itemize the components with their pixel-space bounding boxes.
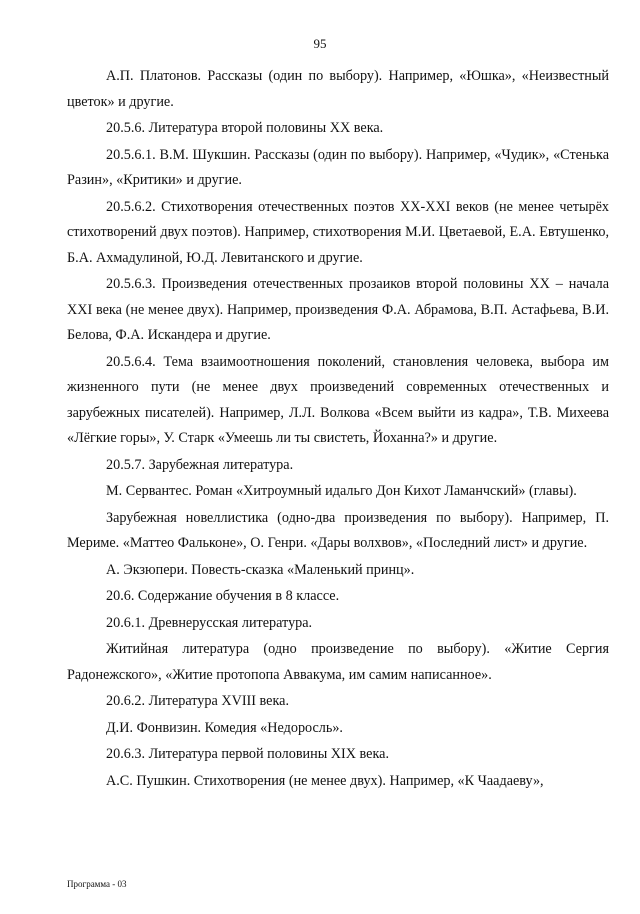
paragraph-fonvizin: Д.И. Фонвизин. Комедия «Недоросль». <box>106 719 343 736</box>
paragraph-cervantes: М. Сервантес. Роман «Хитроумный идальго Дон Кихот Ламанчский» (главы). <box>106 483 577 499</box>
paragraph-novellistika: Зарубежная новеллистика (одно-два произведения по выбору). Например, П. Мериме. «Маттео Фальконе», О. Генри. «Дары волхвов», «Последний лист» и другие. <box>67 509 609 551</box>
paragraph-pushkin: А.С. Пушкин. Стихотворения (не менее двух). Например, «К Чаадаеву», <box>106 772 544 789</box>
heading-20-6-3: 20.6.3. Литература первой половины XIX века. <box>106 746 389 762</box>
paragraph-platonov: А.П. Платонов. Рассказы (один по выбору). Например, «Юшка», «Неизвестный цветок» и другие. <box>67 68 609 110</box>
heading-20-6-1: 20.6.1. Древнерусская литература. <box>106 614 313 631</box>
paragraph-zhitiynaya: Житийная литература (одно произведение по выбору). «Житие Сергия Радонежского», «Житие протопопа Аввакума, им самим написанное». <box>67 641 609 683</box>
heading-20-6-2: 20.6.2. Литература XVIII века. <box>106 693 289 709</box>
paragraph-20-5-6-1: 20.5.6.1. В.М. Шукшин. Рассказы (один по выбору). Например, «Чудик», «Стенька Разин», «Критики» и другие. <box>67 146 609 188</box>
heading-20-5-6: 20.5.6. Литература второй половины XX века. <box>106 120 384 136</box>
document-body <box>67 64 609 794</box>
paragraph-20-5-6-3: 20.5.6.3. Произведения отечественных прозаиков второй половины XX – начала XXI века (не менее двух). Например, произведения Ф.А. Абрамова, В.П. Астафьева, В.И. Белова, Ф.А. Искандера и другие. <box>67 276 609 343</box>
page-number: 95 <box>313 36 327 51</box>
heading-20-5-7: 20.5.7. Зарубежная литература. <box>106 456 294 473</box>
paragraph-exupery: А. Экзюпери. Повесть-сказка «Маленький принц». <box>106 561 415 578</box>
paragraph-20-5-6-4: 20.5.6.4. Тема взаимоотношения поколений, становления человека, выбора им жизненного пути (не менее двух произведений современных отечественных и зарубежных писателей). Например, Л.Л. Волкова «Всем выйти из кадра», Т.В. Михеева «Лёгкие горы», У. Старк «Умеешь ли ты свистеть, Йоханна?» и другие. <box>67 353 609 446</box>
footer-label: Программа - 03 <box>67 879 127 889</box>
paragraph-20-5-6-2: 20.5.6.2. Стихотворения отечественных поэтов XX-XXI веков (не менее четырёх стихотворений двух поэтов). Например, стихотворения М.И. Цветаевой, Е.А. Евтушенко, Б.А. Ахмадулиной, Ю.Д. Левитанского и другие. <box>67 198 609 266</box>
heading-20-6: 20.6. Содержание обучения в 8 классе. <box>106 588 340 604</box>
